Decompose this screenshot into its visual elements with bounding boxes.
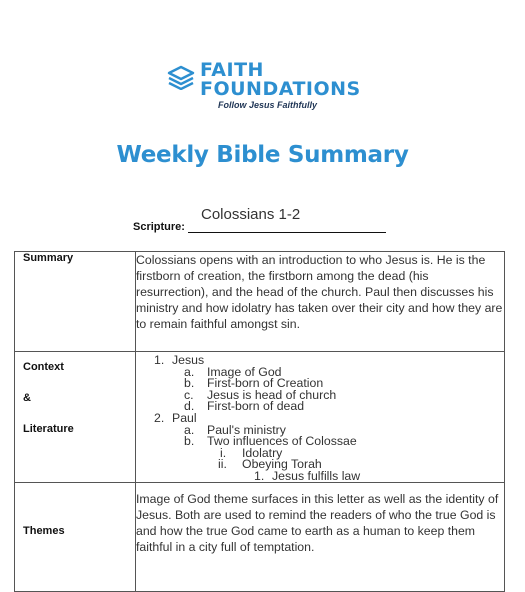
row-label-cell	[15, 483, 136, 592]
list-item-text: Jesus fulfills law	[272, 468, 361, 483]
list-item-text: Two influences of Colossae	[207, 434, 357, 449]
list-item-text: First-born of Creation	[207, 376, 324, 391]
context-outline[interactable]	[136, 352, 505, 483]
list-marker: c.	[184, 387, 194, 402]
summary-label: Summary	[23, 252, 74, 264]
list-marker: 1.	[254, 468, 265, 483]
brand-logo	[166, 60, 366, 115]
table-row-context	[15, 352, 505, 483]
list-marker: i.	[220, 445, 227, 460]
list-item	[136, 398, 504, 414]
list-item-text: Image of God	[207, 364, 282, 379]
list-marker: a.	[184, 422, 195, 437]
list-item-text: Paul's ministry	[207, 422, 286, 437]
list-item	[136, 433, 504, 449]
table-row-summary	[15, 252, 505, 352]
themes-label: Themes	[23, 525, 65, 537]
list-item	[136, 445, 504, 460]
list-marker: a.	[184, 364, 195, 379]
list-marker: 2.	[154, 410, 165, 425]
list-marker: d.	[184, 399, 195, 414]
summary-text[interactable]: Colossians opens with an introduction to who Jesus is. He is the firstborn of creation, the firstborn among the dead (his resurrection), and the head of the church. Paul then discusses his ministry and how idolatry has taken over their city and how they are to remain faithful amongst sin.	[136, 252, 505, 352]
scripture-label: Scripture:	[133, 221, 185, 233]
table-row-themes	[15, 483, 505, 592]
list-marker: 1.	[154, 353, 165, 367]
list-marker: ii.	[218, 457, 227, 472]
list-item-text: Obeying Torah	[242, 457, 322, 472]
list-item	[136, 410, 504, 425]
brand-name-line1: FAITH	[200, 59, 264, 81]
list-item	[136, 352, 504, 367]
row-label-cell	[15, 352, 136, 483]
row-label-cell	[15, 252, 136, 352]
list-item	[136, 364, 504, 379]
themes-text[interactable]: Image of God theme surfaces in this letter as well as the identity of Jesus. Both are used to remind the readers of who the true God is and how the true God came to earth as a human to keep them faithful in a city full of temptation.	[136, 483, 505, 592]
list-item	[136, 375, 504, 391]
scripture-field[interactable]: Colossians 1-2	[201, 206, 301, 223]
page-title: Weekly Bible Summary	[116, 142, 409, 168]
list-item-text: Paul	[172, 410, 197, 425]
scripture-underline	[188, 232, 386, 233]
list-item	[136, 468, 504, 483]
list-item	[136, 422, 504, 437]
context-label-line2: &	[23, 392, 31, 404]
list-item	[136, 456, 504, 472]
list-item-text: Jesus	[172, 353, 205, 367]
stacked-books-icon	[166, 64, 196, 90]
summary-table	[14, 251, 505, 592]
list-item-text: First-born of dead	[207, 399, 305, 414]
context-label-line1: Context	[23, 361, 64, 373]
list-item-text: Idolatry	[242, 445, 283, 460]
list-marker: b.	[184, 376, 195, 391]
list-marker: b.	[184, 434, 195, 449]
list-item	[136, 387, 504, 402]
context-label	[15, 352, 135, 445]
brand-name-line2: FOUNDATIONS	[200, 78, 361, 100]
brand-tagline: Follow Jesus Faithfully	[218, 100, 318, 110]
list-item-text: Jesus is head of church	[207, 387, 337, 402]
context-label-line3: Literature	[23, 423, 74, 435]
